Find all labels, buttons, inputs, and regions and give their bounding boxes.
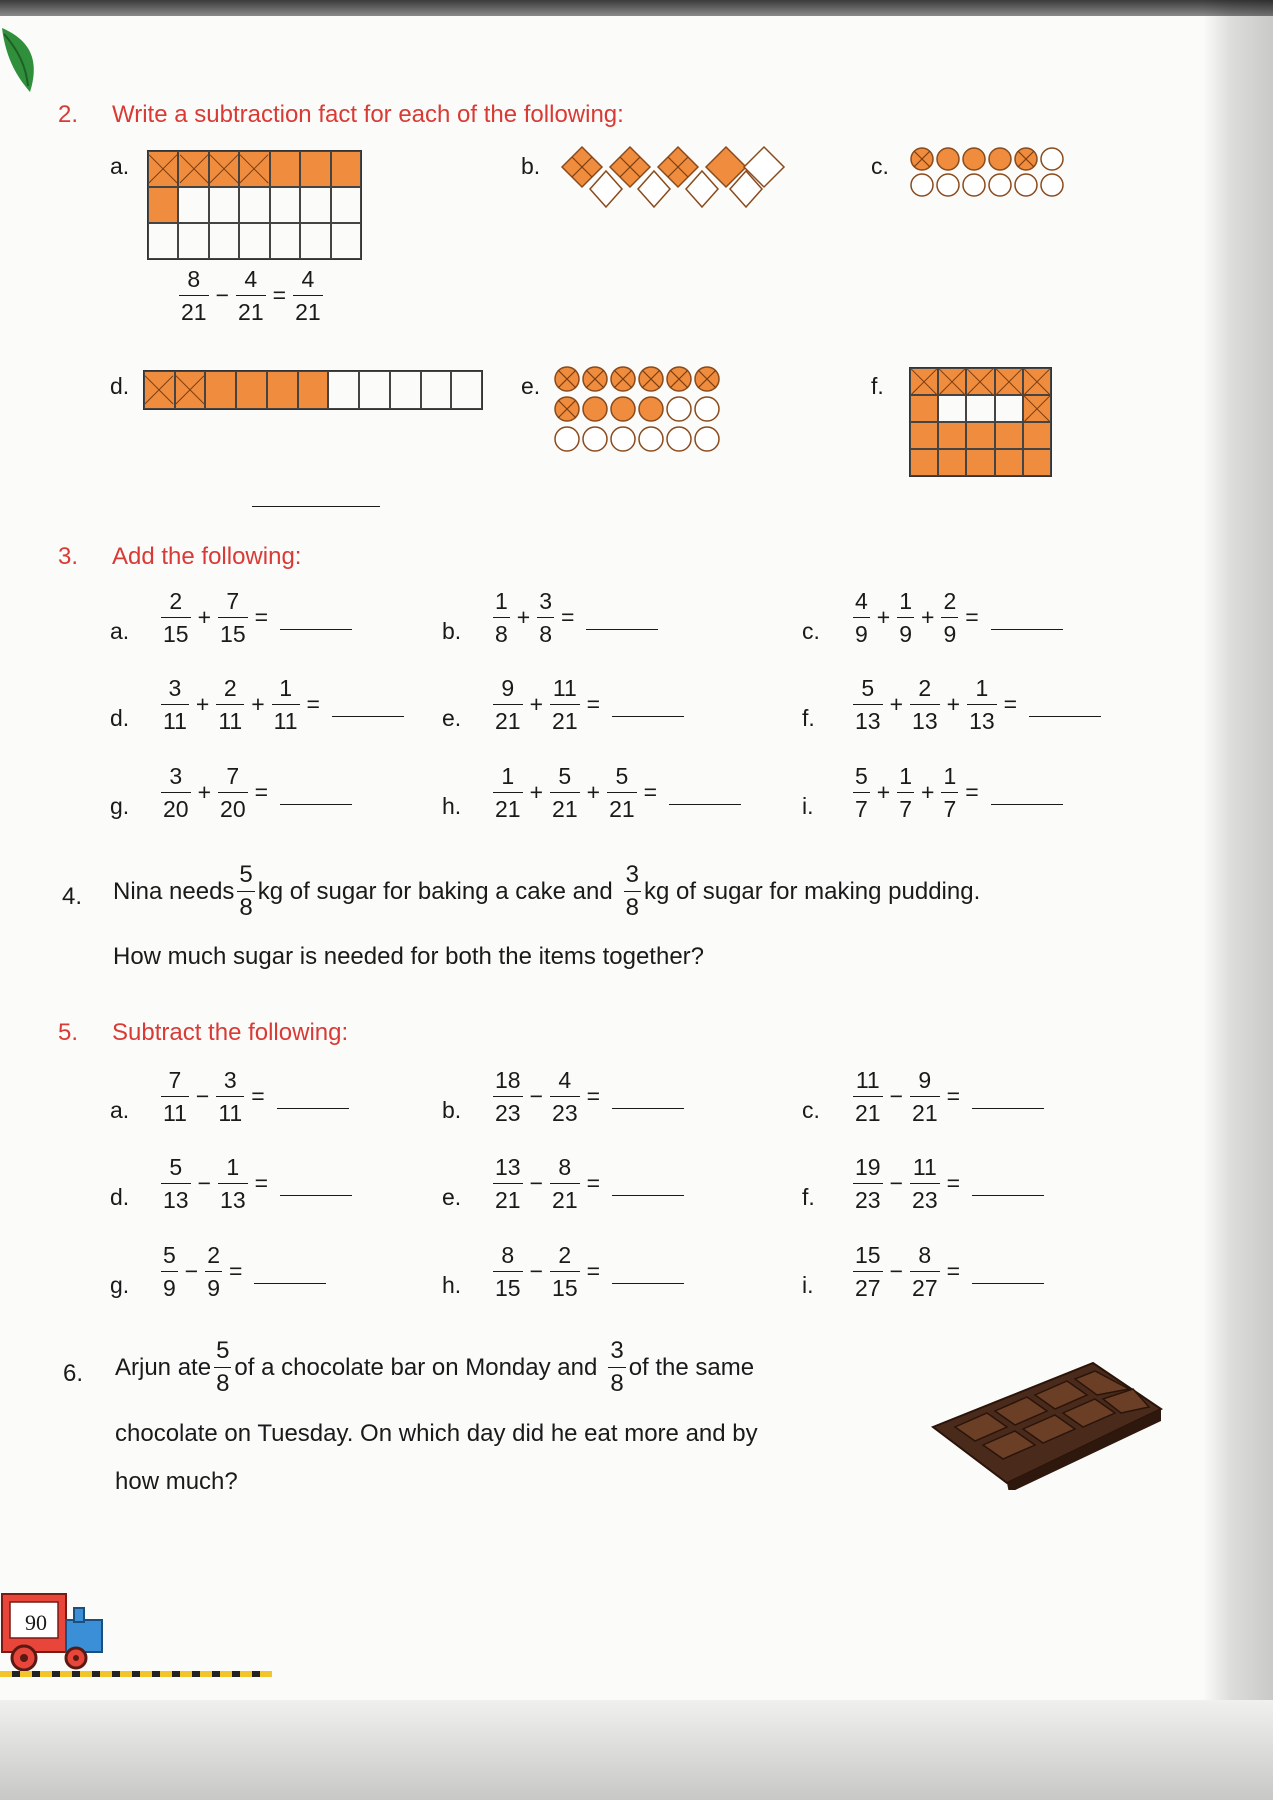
q3-item-expression: $\frac{3}{20}$ + $\frac{7}{20}$ = (158, 763, 352, 822)
q3-item-expression: $\frac{5}{13}$ + $\frac{2}{13}$ + $\frac{1}{13}$ = (850, 675, 1101, 734)
answer-blank[interactable] (612, 1282, 684, 1284)
page-number: 90 (25, 1610, 47, 1635)
fraction: $\frac{3}{8}$ (625, 861, 640, 921)
q3-item-expression: $\frac{4}{9}$ + $\frac{1}{9}$ + $\frac{2}{9}$ = (850, 588, 1063, 647)
fraction: $\frac{8}{21}$ (181, 266, 207, 325)
fraction: $\frac{3}{20}$ (163, 763, 189, 822)
q3-item-label: c. (802, 618, 820, 644)
fraction: $\frac{1}{8}$ (495, 588, 508, 647)
q5-number: 5. (58, 1019, 79, 1046)
q5-item-expression: $\frac{15}{27}$ − $\frac{8}{27}$ = (850, 1242, 1044, 1301)
answer-blank[interactable] (612, 715, 684, 717)
fraction: $\frac{2}{9}$ (207, 1242, 221, 1301)
fraction: $\frac{8}{15}$ (495, 1242, 521, 1301)
q2c-label: c. (871, 153, 889, 179)
answer-blank[interactable] (277, 1107, 349, 1109)
fraction: $\frac{2}{9}$ (943, 588, 957, 647)
fraction: $\frac{4}{21}$ (238, 266, 264, 325)
q2d-answer-line[interactable] (252, 505, 380, 507)
fraction: $\frac{2}{13}$ (912, 675, 938, 734)
answer-blank[interactable] (280, 1194, 352, 1196)
fraction: $\frac{5}{8}$ (216, 1337, 230, 1397)
fraction: $\frac{1}{7}$ (899, 763, 913, 822)
answer-blank[interactable] (612, 1107, 684, 1109)
fraction: $\frac{3}{8}$ (539, 588, 553, 647)
q2f-label: f. (871, 373, 884, 399)
answer-blank[interactable] (972, 1282, 1044, 1284)
fraction: $\frac{2}{11}$ (218, 675, 243, 734)
answer-blank[interactable] (1029, 715, 1101, 717)
q3-item-label: h. (442, 793, 462, 819)
answer-blank[interactable] (280, 803, 352, 805)
scan-edge-bottom (0, 1700, 1273, 1800)
q5-item-label: i. (802, 1272, 814, 1298)
fraction: $\frac{3}{11}$ (218, 1067, 243, 1126)
fraction: $\frac{13}{21}$ (495, 1154, 521, 1213)
q6-line1 (115, 1338, 754, 1397)
fraction: $\frac{8}{27}$ (912, 1242, 938, 1301)
q2-heading: Write a subtraction fact for each of the following: (112, 101, 624, 128)
fraction: $\frac{7}{20}$ (220, 763, 246, 822)
q5-item-label: d. (110, 1184, 130, 1210)
q4-text-2: kg of sugar for baking a cake and (257, 877, 613, 905)
q5-item-expression: $\frac{13}{21}$ − $\frac{8}{21}$ = (490, 1154, 684, 1213)
answer-blank[interactable] (254, 1282, 326, 1284)
fraction: $\frac{5}{21}$ (552, 763, 578, 822)
fraction: $\frac{4}{21}$ (295, 266, 321, 325)
q5-item-label: a. (110, 1097, 130, 1123)
q2b-label: b. (521, 153, 541, 179)
fraction: $\frac{9}{21}$ (495, 675, 521, 734)
fraction: $\frac{7}{11}$ (163, 1067, 187, 1126)
q4-line1 (113, 862, 980, 921)
chocolate-bar-image (925, 1355, 1170, 1490)
answer-blank[interactable] (612, 1194, 684, 1196)
q2f-grid (909, 367, 1052, 477)
q2c-circles-figure (906, 145, 1086, 201)
fraction: $\frac{5}{21}$ (609, 763, 635, 822)
q4-number: 4. (62, 883, 83, 910)
fraction: $\frac{4}{23}$ (552, 1067, 578, 1126)
fraction: $\frac{11}{23}$ (912, 1154, 938, 1213)
q6-text-3: of the same (628, 1353, 755, 1381)
fraction: $\frac{2}{15}$ (552, 1242, 578, 1301)
q2a-grid (147, 150, 362, 260)
q4-text-1: Nina needs (113, 877, 235, 905)
fraction: $\frac{15}{27}$ (855, 1242, 881, 1301)
q3-item-expression: $\frac{5}{7}$ + $\frac{1}{7}$ + $\frac{1}{7}$ = (850, 763, 1063, 822)
q2b-diamonds-figure (560, 145, 790, 215)
answer-blank[interactable] (669, 803, 741, 805)
q3-item-label: e. (442, 705, 462, 731)
q5-item-expression: $\frac{5}{9}$ − $\frac{2}{9}$ = (158, 1242, 326, 1301)
fraction: $\frac{2}{15}$ (163, 588, 189, 647)
q3-item-expression: $\frac{9}{21}$ + $\frac{11}{21}$ = (490, 675, 684, 734)
q3-item-label: f. (802, 705, 815, 731)
q3-number: 3. (58, 543, 79, 570)
fraction: $\frac{5}{7}$ (855, 763, 868, 822)
fraction: $\frac{1}{21}$ (495, 763, 521, 822)
q5-heading: Subtract the following: (112, 1019, 349, 1046)
q2e-label: e. (521, 373, 541, 399)
q6-line3: how much? (115, 1468, 238, 1495)
q3-item-label: a. (110, 618, 130, 644)
q2d-label: d. (110, 373, 130, 399)
q5-item-label: f. (802, 1184, 815, 1210)
fraction: $\frac{3}{8}$ (610, 1337, 624, 1397)
fraction: $\frac{5}{8}$ (239, 861, 253, 921)
q5-item-label: b. (442, 1097, 462, 1123)
answer-blank[interactable] (991, 628, 1063, 630)
q3-heading: Add the following: (112, 543, 302, 570)
fraction: $\frac{1}{9}$ (899, 588, 913, 647)
fraction: $\frac{8}{21}$ (552, 1154, 578, 1213)
q5-item-label: h. (442, 1272, 462, 1298)
q5-item-expression: $\frac{19}{23}$ − $\frac{11}{23}$ = (850, 1154, 1044, 1213)
fraction: $\frac{3}{11}$ (163, 675, 187, 734)
q6-line2: chocolate on Tuesday. On which day did he eat more and by (115, 1420, 758, 1447)
q6-text-2: of a chocolate bar on Monday and (234, 1353, 598, 1381)
answer-blank[interactable] (332, 715, 404, 717)
fraction: $\frac{4}{9}$ (855, 588, 868, 647)
q5-item-label: g. (110, 1272, 130, 1298)
q3-item-label: b. (442, 618, 462, 644)
q4-line2: How much sugar is needed for both the items together? (113, 943, 704, 970)
q3-item-label: g. (110, 793, 130, 819)
answer-blank[interactable] (972, 1107, 1044, 1109)
fraction: $\frac{7}{15}$ (220, 588, 246, 647)
fraction: $\frac{1}{13}$ (969, 675, 995, 734)
q3-item-label: i. (802, 793, 814, 819)
fraction: $\frac{5}{13}$ (855, 675, 881, 734)
fraction: $\frac{1}{11}$ (273, 675, 298, 734)
scan-edge-top (0, 0, 1273, 16)
q5-item-expression: $\frac{5}{13}$ − $\frac{1}{13}$ = (158, 1154, 352, 1213)
leaf-icon (0, 20, 44, 100)
answer-blank[interactable] (586, 628, 658, 630)
q5-item-label: c. (802, 1097, 820, 1123)
fraction: $\frac{19}{23}$ (855, 1154, 881, 1213)
q5-item-expression: $\frac{11}{21}$ − $\frac{9}{21}$ = (850, 1067, 1044, 1126)
q5-item-expression: $\frac{18}{23}$ − $\frac{4}{23}$ = (490, 1067, 684, 1126)
fraction: $\frac{11}{21}$ (552, 675, 578, 734)
fraction: $\frac{5}{9}$ (163, 1242, 176, 1301)
q3-item-expression: $\frac{1}{8}$ + $\frac{3}{8}$ = (490, 588, 658, 647)
q2a-equation: $\frac{8}{21}$ − $\frac{4}{21}$ = $\frac{4}{21}$ (181, 266, 321, 325)
answer-blank[interactable] (972, 1194, 1044, 1196)
q5-item-expression: $\frac{7}{11}$ − $\frac{3}{11}$ = (158, 1067, 349, 1126)
q2-number: 2. (58, 101, 79, 128)
q2e-circles-figure (551, 364, 751, 459)
answer-blank[interactable] (991, 803, 1063, 805)
q6-text-1: Arjun ate (115, 1353, 212, 1381)
q2d-strip (143, 370, 483, 410)
fraction: $\frac{11}{21}$ (855, 1067, 881, 1126)
q4-text-3: kg of sugar for making pudding. (644, 877, 981, 905)
page-gutter-shadow (1203, 0, 1273, 1800)
q2a-label: a. (110, 153, 130, 179)
q3-item-expression: $\frac{1}{21}$ + $\frac{5}{21}$ + $\frac{5}{21}$ = (490, 763, 741, 822)
answer-blank[interactable] (280, 628, 352, 630)
fraction: $\frac{18}{23}$ (495, 1067, 521, 1126)
q6-number: 6. (63, 1360, 84, 1387)
fraction: $\frac{1}{13}$ (220, 1154, 246, 1213)
q5-item-label: e. (442, 1184, 462, 1210)
q3-item-label: d. (110, 705, 130, 731)
q3-item-expression: $\frac{2}{15}$ + $\frac{7}{15}$ = (158, 588, 352, 647)
fraction: $\frac{1}{7}$ (943, 763, 957, 822)
q5-item-expression: $\frac{8}{15}$ − $\frac{2}{15}$ = (490, 1242, 684, 1301)
q3-item-expression: $\frac{3}{11}$ + $\frac{2}{11}$ + $\frac{1}{11}$ = (158, 675, 404, 734)
fraction: $\frac{5}{13}$ (163, 1154, 189, 1213)
fraction: $\frac{9}{21}$ (912, 1067, 938, 1126)
